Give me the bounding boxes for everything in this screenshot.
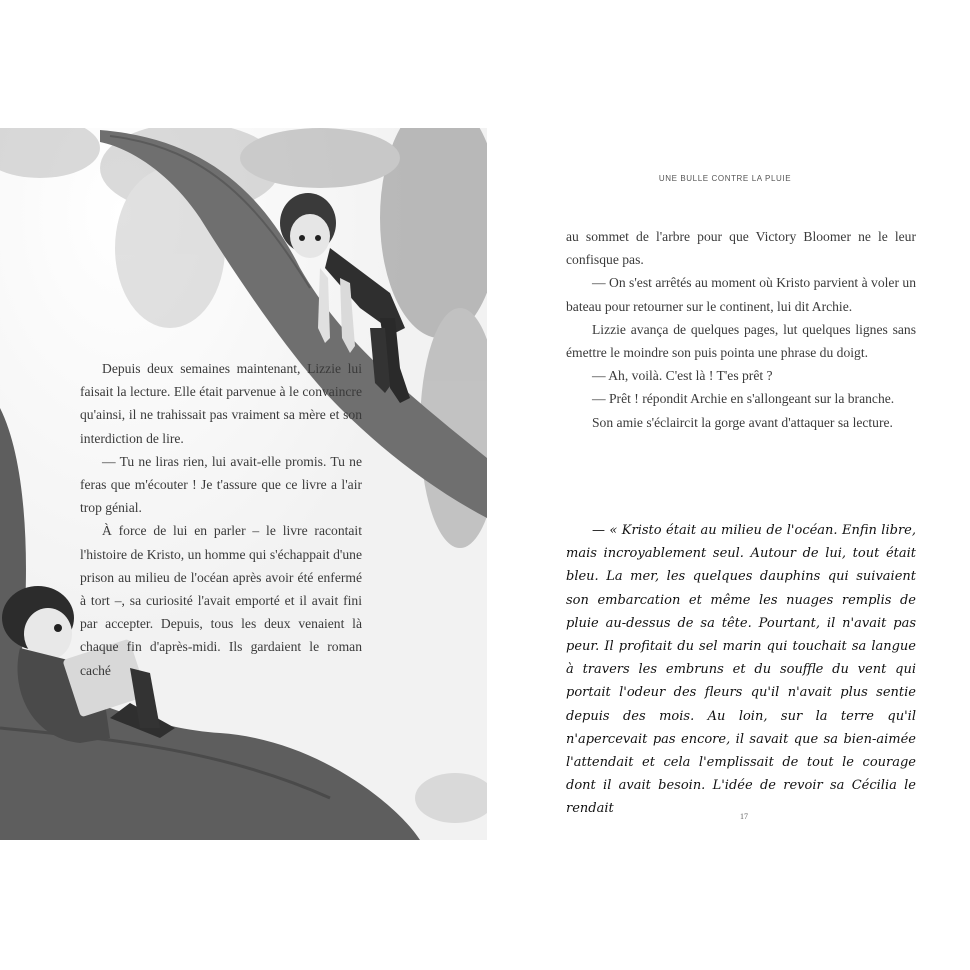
left-paragraph: À force de lui en parler – le livre racontait l'histoire de Kristo, un homme qui s'échappait d'une prison au milieu de l'océan après avoir été enfermé à tort –, sa curiosité l'avait emporté et il avait fini par accepter. Depuis, tous les deux venaient là chaque fin d'après-midi. Ils gardaient le roman caché xyxy=(80,523,362,678)
right-paragraph: — Prêt ! répondit Archie en s'allongeant sur la branche. xyxy=(592,391,895,407)
handwritten-text: — « Kristo était au milieu de l'océan. Enfin libre, mais incroyablement seul. Autour de lui, tout était bleu. La mer, les quelques dauphins qui suivaient son embarcation et même les nuages remplis de pluie au-dessus de sa tête. Pourtant, il n'avait pas peur. Il profitait du sel marin qui touchait sa langue à travers les embruns et du souffle du vent qui portait l'odeur des fleurs qu'il n'avait plus sentie depuis des mois. Au loin, sur la terre qu'il n'apercevait pas encore, il savait que sa bien-aimée l'attendait et cela l'emplissait de tout le courage dont il avait besoin. L'idée de revoir sa Cécilia le rendait xyxy=(566,523,916,817)
handwritten-passage xyxy=(566,519,916,821)
right-page-text xyxy=(566,225,916,434)
page-number: 17 xyxy=(740,812,748,821)
left-page-text xyxy=(80,357,362,682)
right-paragraph: Son amie s'éclaircit la gorge avant d'attaquer sa lecture. xyxy=(592,414,893,430)
right-paragraph: au sommet de l'arbre pour que Victory Bloomer ne le leur confisque pas. xyxy=(566,229,916,268)
left-paragraph: Depuis deux semaines maintenant, Lizzie lui faisait la lecture. Elle était parvenue à le convaincre qu'ainsi, il ne trahissait pas vraiment sa mère et son interdiction de lire. xyxy=(80,361,362,446)
right-paragraph: — On s'est arrêtés au moment où Kristo parvient à voler un bateau pour retourner sur le continent, lui dit Archie. xyxy=(566,275,916,314)
right-paragraph: Lizzie avança de quelques pages, lut quelques lignes sans émettre le moindre son puis pointa une phrase du doigt. xyxy=(566,321,916,361)
left-paragraph: — Tu ne liras rien, lui avait-elle promis. Tu ne feras que m'écouter ! Je t'assure que ce livre a l'air trop génial. xyxy=(80,453,362,516)
right-paragraph: — Ah, voilà. C'est là ! T'es prêt ? xyxy=(592,368,773,384)
running-head: UNE BULLE CONTRE LA PLUIE xyxy=(658,174,792,183)
